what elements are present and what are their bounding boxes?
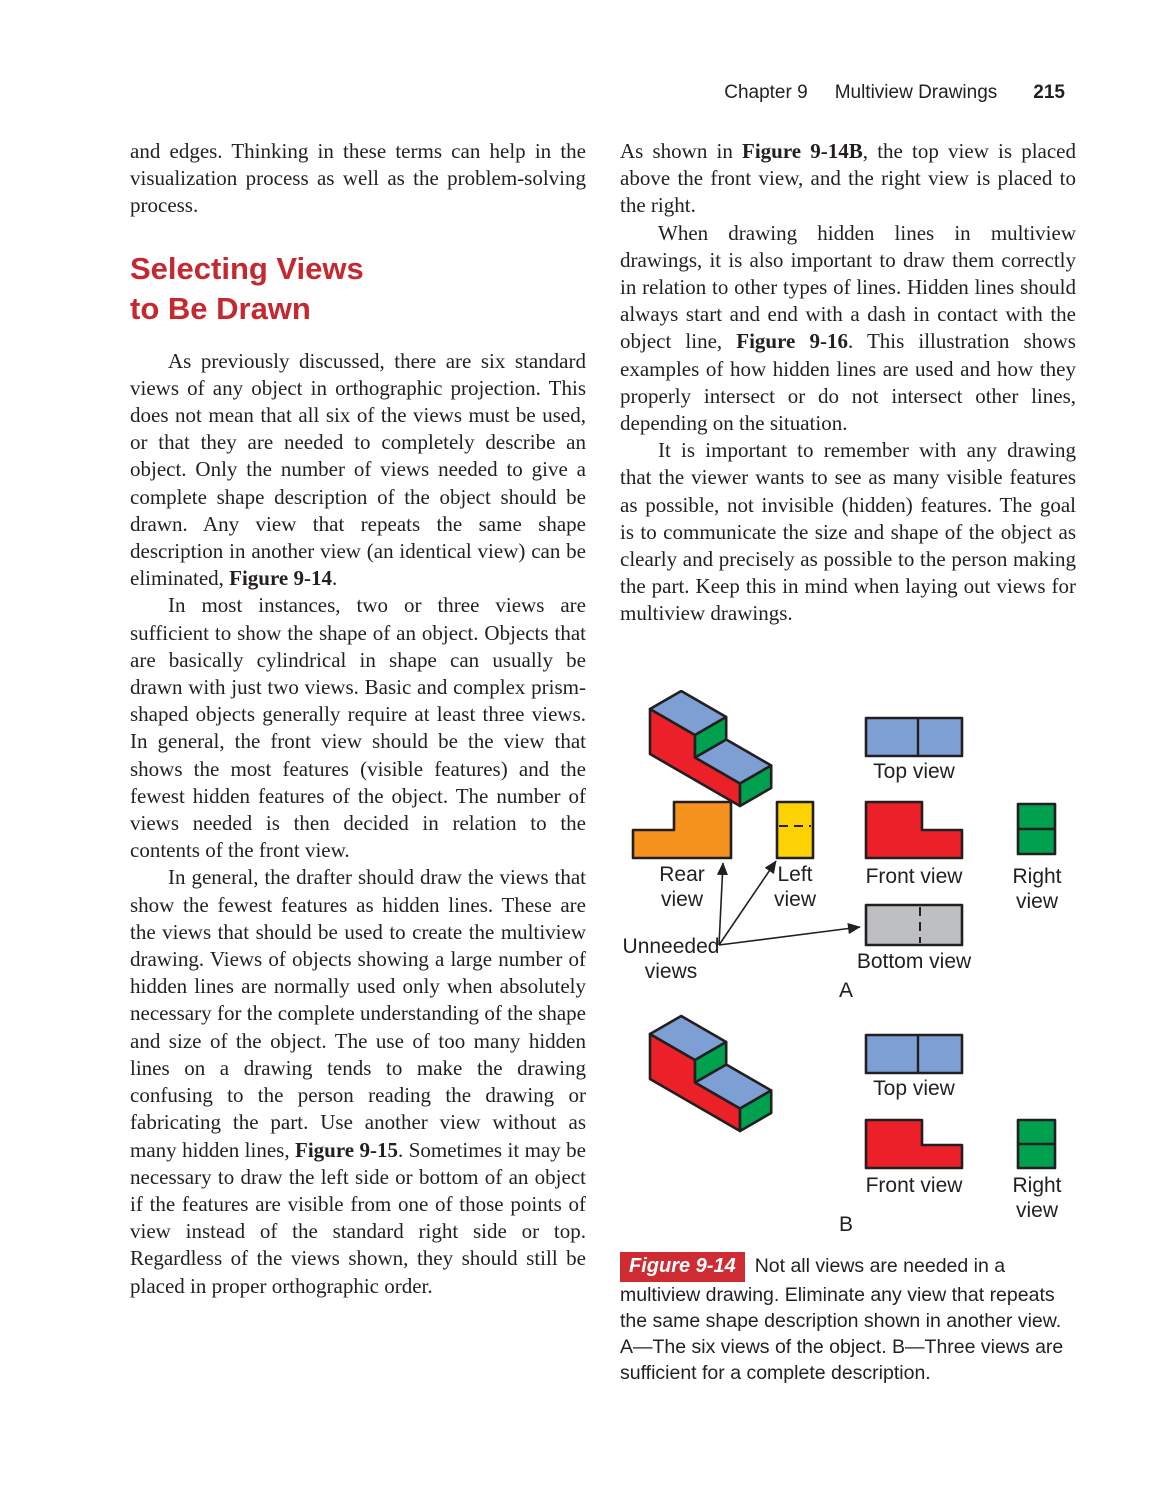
bottom-view-shape	[866, 905, 962, 945]
left-view-rect	[777, 802, 813, 858]
paragraph-text: and edges. Thinking in these terms can help in the visualization process as well as the problem-solving process.	[130, 139, 586, 218]
left-view-shape	[777, 802, 813, 858]
bottom-view-rect	[866, 905, 962, 945]
paragraph-text: When drawing hidden lines in multiview drawings, it is also important to draw them correctly in relation to other types of lines. Hidden lines should always start and end with a dash in contact with the object line,	[620, 220, 1076, 354]
label-front-view-a: Front view	[865, 865, 963, 888]
paragraph-text: , the top view is placed above the front view, and the right view is placed to the right.	[620, 139, 1076, 218]
label-rear-view: Rear view	[659, 863, 705, 911]
figure-9-14	[620, 690, 1080, 1256]
body-paragraph	[130, 138, 586, 220]
figure-reference: Figure 9-14	[229, 566, 332, 591]
label-part-a: A	[838, 979, 853, 1002]
arrow-to-rear-view	[719, 863, 723, 945]
label-bottom-view: Bottom view	[856, 950, 972, 973]
top-view-a-shape	[866, 718, 962, 756]
front-view-b-shape	[866, 1120, 962, 1168]
running-head-title: Multiview Drawings	[834, 82, 998, 103]
figure-caption	[620, 1252, 1078, 1386]
paragraph-text: In most instances, two or three views are sufficient to show the shape of an object. Objects that are basically cylindrical in shape can usually be drawn with just two views. Basic and complex prism-shaped objects generally require at least three views. In general, the front view should be the view that shows the most features (visible features) and the fewest hidden features of the object. The number of views needed is then decided in relation to the contents of the front view.	[130, 593, 586, 863]
label-right-view-b: Right view	[1012, 1174, 1062, 1222]
paragraph-text: . This illustration shows examples of how hidden lines are used and how they properly intersect or do not intersect other lines, depending on the situation.	[620, 329, 1076, 436]
body-paragraph	[130, 592, 586, 864]
page-number: 215	[1033, 82, 1065, 103]
body-paragraph	[130, 864, 586, 1299]
label-top-view-b: Top view	[873, 1077, 955, 1100]
body-paragraph	[620, 138, 1076, 220]
right-view-a-shape	[1018, 804, 1055, 854]
label-top-view-a: Top view	[873, 760, 955, 783]
top-view-b-shape	[866, 1035, 962, 1073]
label-part-b: B	[838, 1213, 853, 1236]
paragraph-text: . Sometimes it may be necessary to draw the left side or bottom of an object if the features are visible from one of those points of view instead of the standard right side or top. Regardless of the views shown, they should still be placed in proper orthographic order.	[130, 1137, 586, 1298]
section-heading-line1: Selecting Views	[130, 250, 364, 286]
right-view-b-shape	[1018, 1120, 1055, 1168]
label-left-view: Left view	[773, 863, 816, 911]
label-unneeded-views: Unneeded views	[622, 935, 720, 983]
paragraph-text: It is important to remember with any drawing that the viewer wants to see as many visible features as possible, not invisible (hidden) features. The goal is to communicate the size and shape of the object as clearly and precisely as possible to the person making the part. Keep this in mind when laying out views for multiview drawings.	[620, 438, 1076, 626]
running-head	[724, 82, 1065, 104]
body-paragraph	[620, 220, 1076, 438]
figure-caption-badge: Figure 9-14	[620, 1252, 745, 1282]
section-heading-line2: to Be Drawn	[130, 290, 311, 326]
figure-reference: Figure 9-14B	[742, 139, 863, 163]
figure-caption-text: Not all views are needed in a multiview drawing. Eliminate any view that repeats the same shape description shown in another view. A—The six views of the object. B—Three views are sufficient for a complete description.	[620, 1255, 1064, 1384]
isometric-block-b	[650, 1016, 771, 1131]
paragraph-text: As previously discussed, there are six standard views of any object in orthographic projection. This does not mean that all six of the views must be used, or that they are needed to completely describe an object. Only the number of views needed to give a complete shape description of the object should be drawn. Any view that repeats the same shape description in another view (an identical view) can be eliminated,	[130, 348, 586, 591]
top-view-a-rect	[866, 718, 962, 756]
paragraph-text: As shown in	[620, 139, 743, 163]
isometric-block-a	[650, 691, 771, 806]
label-right-view-a: Right view	[1012, 865, 1062, 913]
left-column	[130, 138, 586, 1300]
front-view-a-shape	[866, 802, 962, 858]
body-paragraph	[130, 348, 586, 593]
figure-reference: Figure 9-16	[736, 329, 848, 354]
section-heading	[130, 249, 586, 329]
paragraph-text: .	[332, 566, 338, 591]
top-view-b-rect	[866, 1035, 962, 1073]
rear-view-shape	[633, 802, 731, 858]
figure-reference: Figure 9-15	[295, 1137, 399, 1162]
label-front-view-b: Front view	[865, 1174, 963, 1197]
right-column	[620, 138, 1076, 628]
arrow-to-bottom-view	[719, 927, 860, 945]
paragraph-text: In general, the drafter should draw the views that show the fewest features as hidden lines. These are the views that should be used to create the multiview drawing. Views of objects showing a large number of hidden lines are normally used only when absolutely necessary for the complete understanding of the shape and size of the object. The use of too many hidden lines on a drawing tends to make the drawing confusing to the person reading the drawing or fabricating the part. Use another view without as many hidden lines,	[130, 865, 586, 1162]
body-paragraph	[620, 437, 1076, 627]
running-head-chapter: Chapter 9	[724, 82, 808, 103]
